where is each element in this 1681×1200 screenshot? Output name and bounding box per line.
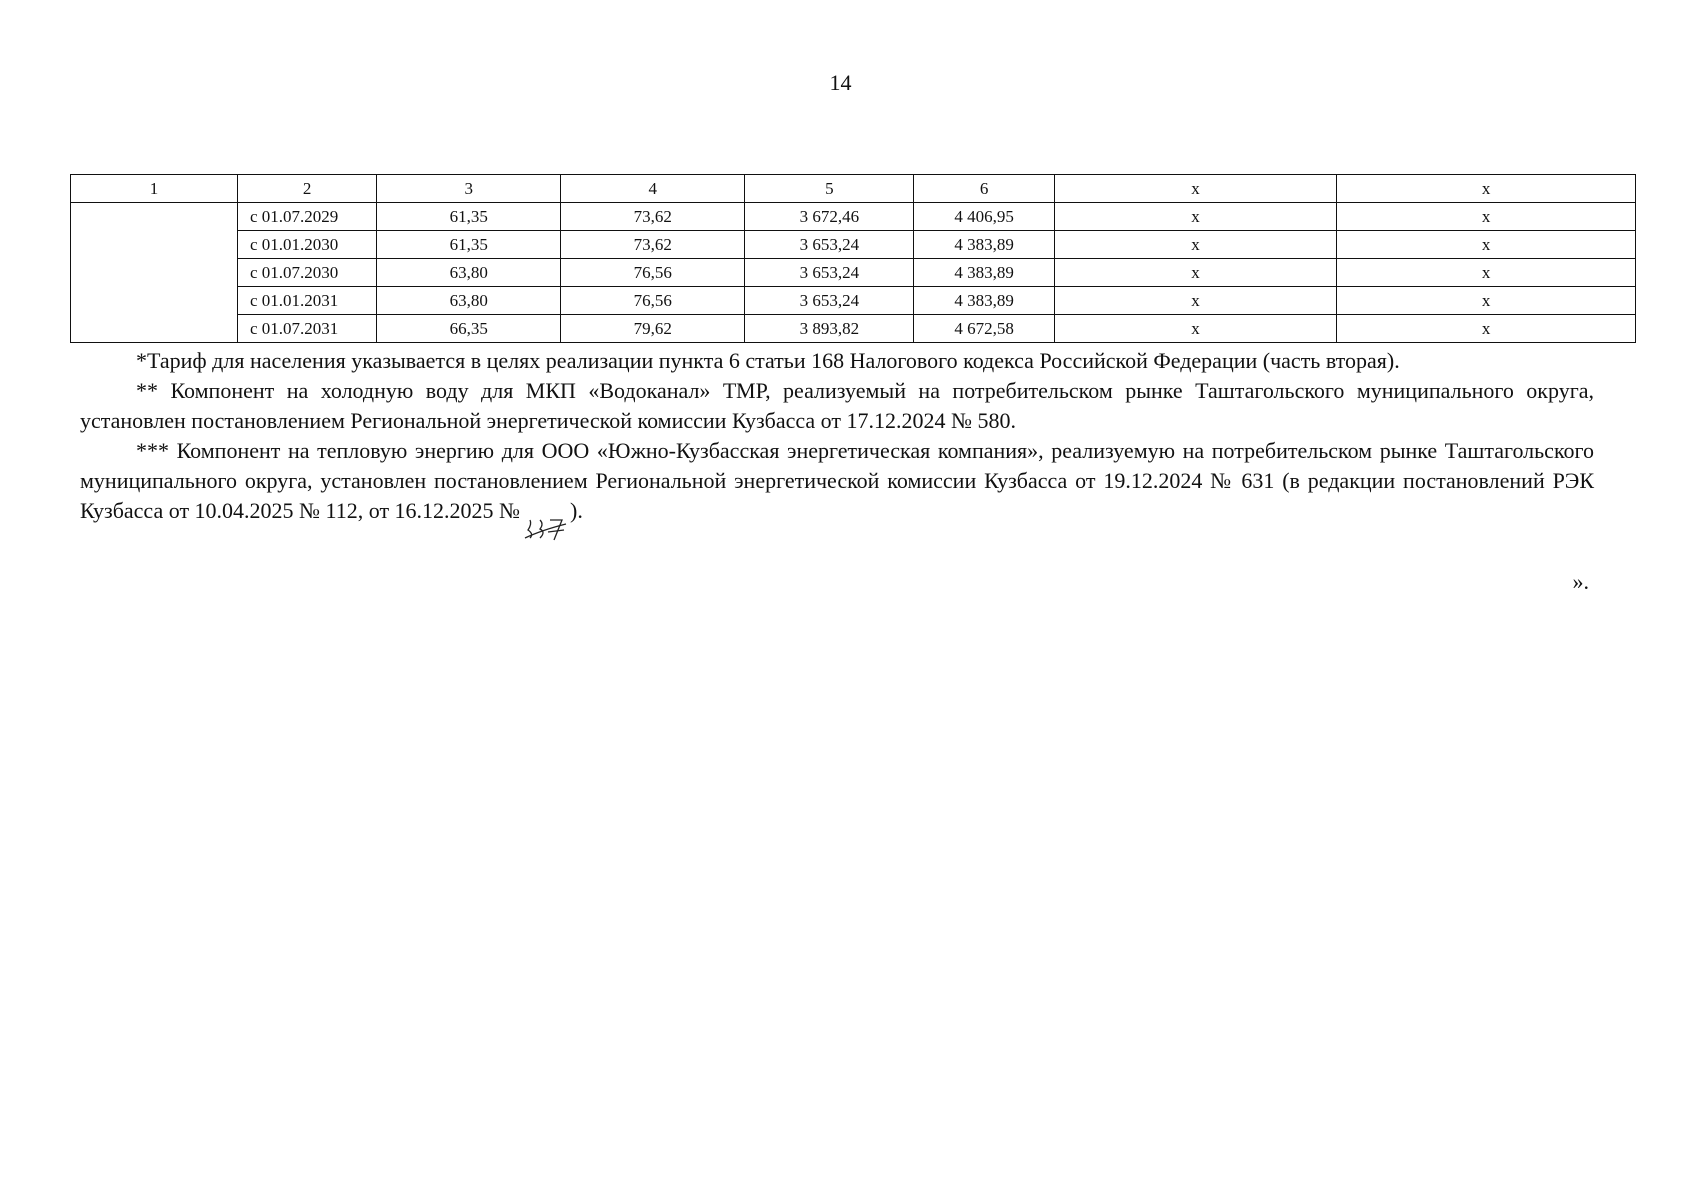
date-cell: с 01.07.2031 [237,315,376,343]
value-cell: 3 672,46 [745,203,914,231]
value-cell: 4 383,89 [914,287,1054,315]
value-cell: 4 383,89 [914,231,1054,259]
header-cell: 6 [914,175,1054,203]
footnote-1: *Тариф для населения указывается в целях реализации пункта 6 статьи 168 Налогового кодекса Российской Федерации (часть вторая). [136,348,1400,373]
value-cell: х [1054,287,1337,315]
date-cell: с 01.07.2029 [237,203,376,231]
table-row [71,203,1636,231]
footnotes [80,346,1594,526]
value-cell: 61,35 [377,203,561,231]
table-row [71,231,1636,259]
value-cell: х [1054,203,1337,231]
footnote-2: ** Компонент на холодную воду для МКП «Водоканал» ТМР, реализуемый на потребительском рынке Таштагольского муниципального округа, установлен постановлением Региональной энергетической комиссии Кузбасса от 17.12.2024 № 580. [80,378,1594,433]
date-cell: с 01.07.2030 [237,259,376,287]
value-cell: 73,62 [561,231,745,259]
value-cell: х [1054,315,1337,343]
value-cell: 79,62 [561,315,745,343]
header-cell: 3 [377,175,561,203]
table-row [71,259,1636,287]
value-cell: 3 653,24 [745,259,914,287]
value-cell: 63,80 [377,259,561,287]
value-cell: х [1054,259,1337,287]
table-header-row [71,175,1636,203]
footnote-3-end: ). [570,498,583,523]
header-cell: 4 [561,175,745,203]
footnote-3 [80,436,1594,526]
value-cell: 3 653,24 [745,287,914,315]
value-cell: 73,62 [561,203,745,231]
header-cell: 2 [237,175,376,203]
date-cell: с 01.01.2031 [237,287,376,315]
handwritten-number-scribble-icon [522,512,568,546]
value-cell: 66,35 [377,315,561,343]
closing-quote: ». [1572,569,1589,594]
header-cell: х [1054,175,1337,203]
header-cell: х [1337,175,1636,203]
value-cell: 76,56 [561,259,745,287]
value-cell: 61,35 [377,231,561,259]
value-cell: х [1054,231,1337,259]
page-number: 14 [829,70,852,95]
value-cell: х [1337,287,1636,315]
header-cell: 1 [71,175,238,203]
value-cell: 76,56 [561,287,745,315]
value-cell: 4 383,89 [914,259,1054,287]
value-cell: х [1337,203,1636,231]
footnote-3-text: *** Компонент на тепловую энергию для ООО «Южно-Кузбасская энергетическая компания», реализуемую на потребительском рынке Таштагольского муниципального округа, установлен постановлением Региональной энергетической комиссии Кузбасса от 19.12.2024 № 631 (в редакции постановлений РЭК Кузбасса от 10.04.2025 № 112, от 16.12.2025 № [80,438,1594,523]
value-cell: 4 672,58 [914,315,1054,343]
value-cell: 3 653,24 [745,231,914,259]
value-cell: 3 893,82 [745,315,914,343]
value-cell: х [1337,315,1636,343]
value-cell: х [1337,259,1636,287]
value-cell: 63,80 [377,287,561,315]
date-cell: с 01.01.2030 [237,231,376,259]
value-cell: х [1337,231,1636,259]
tariff-table [70,174,1636,343]
header-cell: 5 [745,175,914,203]
empty-merged-cell [71,203,238,343]
table-row [71,315,1636,343]
value-cell: 4 406,95 [914,203,1054,231]
table-row [71,287,1636,315]
